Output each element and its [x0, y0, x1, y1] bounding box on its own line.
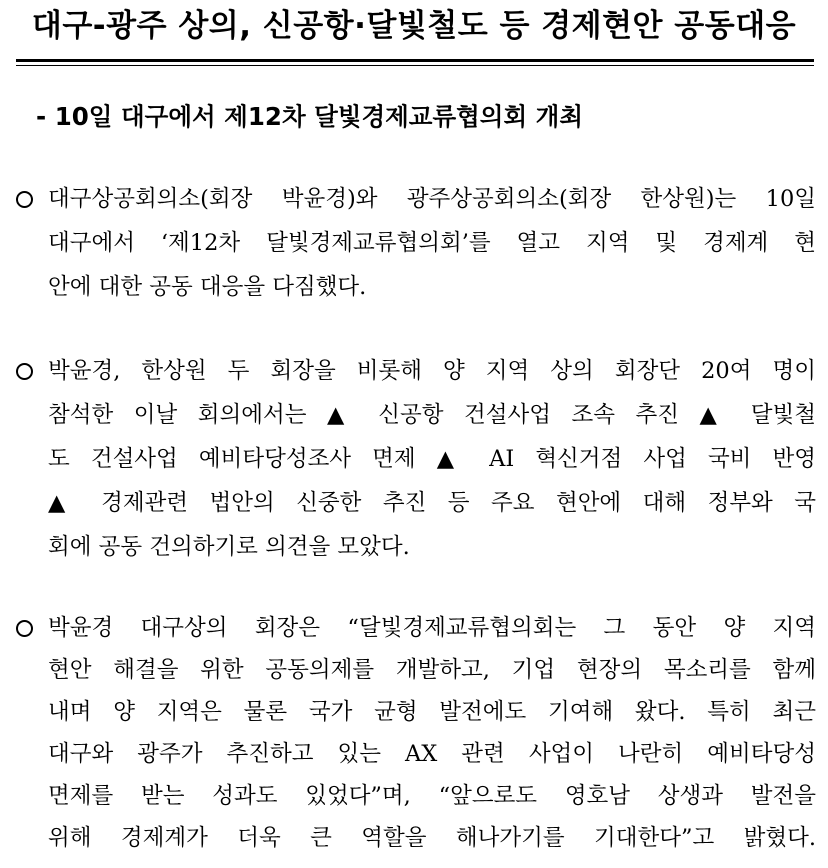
- paragraph-line: 회에 공동 건의하기로 의견을 모았다.: [48, 534, 410, 560]
- paragraph-line: 박윤경 대구상의 회장은 “달빛경제교류협의회는 그 동안 양 지역: [48, 615, 816, 641]
- paragraph-line: 박윤경, 한상원 두 회장을 비롯해 양 지역 상의 회장단 20여 명이: [48, 358, 816, 384]
- paragraph-line: ▲ 경제관련 법안의 신중한 추진 등 주요 현안에 대해 정부와 국: [48, 490, 816, 516]
- paragraph-line: 대구에서 ‘제12차 달빛경제교류협의회’를 열고 지역 및 경제계 현: [48, 230, 816, 256]
- document-subtitle: - 10일 대구에서 제12차 달빛경제교류협의회 개최: [36, 102, 584, 131]
- paragraph-line: 대구와 광주가 추진하고 있는 AX 관련 사업이 나란히 예비타당성: [48, 741, 816, 767]
- paragraph-line: 대구상공회의소(회장 박윤경)와 광주상공회의소(회장 한상원)는 10일: [48, 186, 816, 212]
- hollow-circle-bullet-icon: [16, 191, 33, 208]
- paragraph-line: 위해 경제계가 더욱 큰 역할을 해나가기를 기대한다”고 밝혔다.: [48, 825, 816, 851]
- hollow-circle-bullet-icon: [16, 620, 33, 637]
- document-title: 대구-광주 상의, 신공항·달빛철도 등 경제현안 공동대응: [31, 8, 797, 44]
- paragraph-line: 참석한 이날 회의에서는 ▲ 신공항 건설사업 조속 추진 ▲ 달빛철: [48, 402, 816, 428]
- title-underline-thick: [16, 59, 814, 62]
- paragraph-line: 내며 양 지역은 물론 국가 균형 발전에도 기여해 왔다. 특히 최근: [48, 699, 816, 725]
- paragraph-line: 도 건설사업 예비타당성조사 면제 ▲ AI 혁신거점 사업 국비 반영: [48, 446, 816, 472]
- paragraph-line: 면제를 받는 성과도 있었다”며, “앞으로도 영호남 상생과 발전을: [48, 783, 816, 809]
- paragraph-line: 현안 해결을 위한 공동의제를 개발하고, 기업 현장의 목소리를 함께: [48, 657, 816, 683]
- title-underline-thin: [16, 65, 814, 66]
- hollow-circle-bullet-icon: [16, 363, 33, 380]
- paragraph-line: 안에 대한 공동 대응을 다짐했다.: [48, 274, 367, 300]
